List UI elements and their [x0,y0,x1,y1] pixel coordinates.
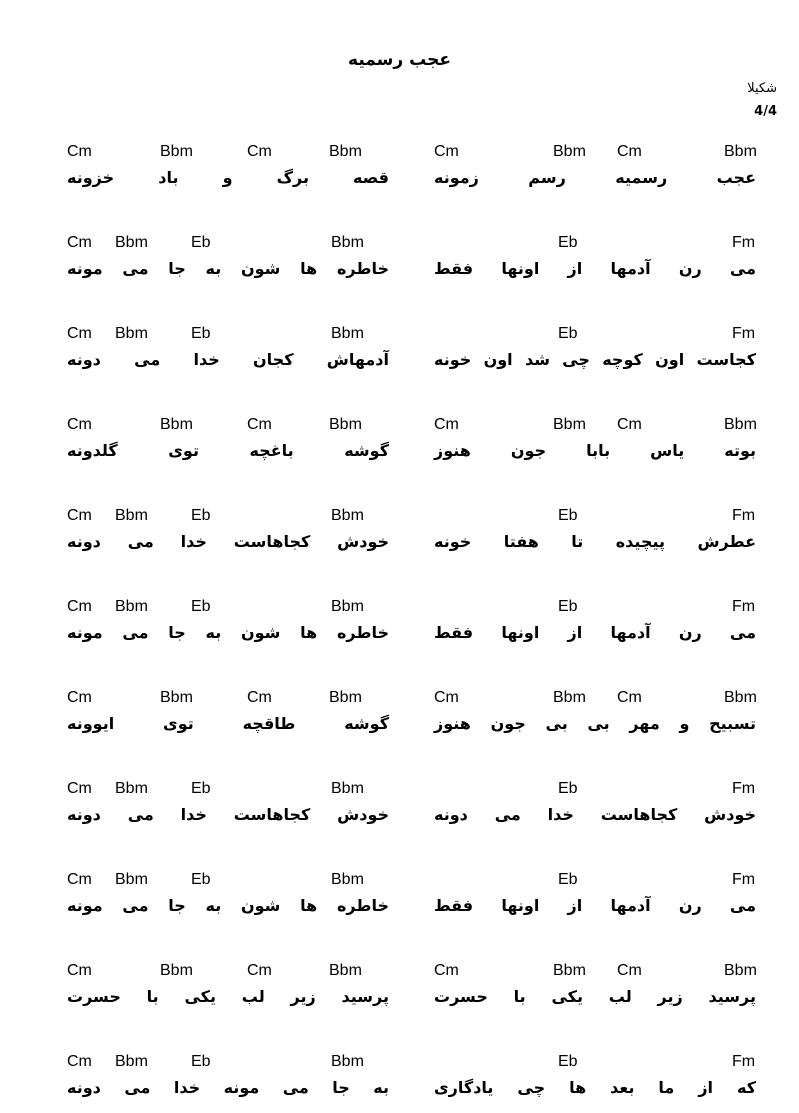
line-9-left [67,871,389,921]
lyric-line: خودش کجاهاست خدا می دونه [67,532,389,551]
lyric-line: می رن آدمها از اونها فقط [434,259,756,278]
chord-row [434,871,756,893]
chord-row [67,1053,389,1075]
chord-row [67,689,389,711]
lyric-line: به جا می مونه خدا می دونه [67,1078,389,1097]
chord-eb: Eb [558,507,578,524]
chord-cm: Cm [67,143,92,160]
line-8-right [434,780,756,830]
chord-eb: Eb [191,234,211,251]
chord-eb: Eb [558,598,578,615]
line-4-right [434,416,756,466]
chord-eb: Eb [191,507,211,524]
lyric-line: خاطره ها شون به جا می مونه [67,259,389,278]
chord-cm: Cm [67,416,92,433]
lyric-line: پرسید زیر لب یکی با حسرت [67,987,389,1006]
chord-bbm: Bbm [115,325,148,342]
chord-eb: Eb [191,1053,211,1070]
chord-cm: Cm [67,507,92,524]
chord-bbm: Bbm [115,507,148,524]
line-5-right [434,507,756,557]
time-signature: 4/4 [754,104,777,119]
chord-eb: Eb [558,325,578,342]
chord-cm: Cm [67,325,92,342]
chord-bbm: Bbm [553,962,586,979]
line-2-left [67,234,389,284]
chord-cm: Cm [434,143,459,160]
lyric-line: خودش کجاهاست خدا می دونه [434,805,756,824]
chord-bbm: Bbm [160,416,193,433]
chord-bbm: Bbm [553,416,586,433]
artist-name: شکیلا [747,81,777,96]
chord-eb: Eb [558,1053,578,1070]
chord-cm: Cm [67,234,92,251]
line-9-right [434,871,756,921]
chord-bbm: Bbm [160,689,193,706]
chord-row [434,507,756,529]
chord-fm: Fm [732,507,756,524]
chord-cm: Cm [434,416,459,433]
chord-row [434,962,756,984]
lyric-line: آدمهاش کجان خدا می دونه [67,350,389,369]
lyric-line: بوته یاس بابا جون هنوز [434,441,756,460]
chord-row [434,1053,756,1075]
chord-cm: Cm [617,689,642,706]
chord-bbm: Bbm [115,1053,148,1070]
chord-cm: Cm [67,689,92,706]
chord-cm: Cm [67,780,92,797]
lyric-line: گوشه باغچه توی گلدونه [67,441,389,460]
chord-bbm: Bbm [329,143,362,160]
chord-bbm: Bbm [329,416,362,433]
line-10-left [67,962,389,1012]
line-3-left [67,325,389,375]
line-11-right [434,1053,756,1103]
lyric-line: خودش کجاهاست خدا می دونه [67,805,389,824]
chord-bbm: Bbm [160,143,193,160]
chord-fm: Fm [732,598,756,615]
chord-bbm: Bbm [115,871,148,888]
line-5-left [67,507,389,557]
chord-eb: Eb [558,234,578,251]
lyric-line: خاطره ها شون به جا می مونه [67,896,389,915]
song-title: عجب رسمیه [348,50,451,70]
chord-bbm: Bbm [724,416,757,433]
lyric-line: پرسید زیر لب یکی با حسرت [434,987,756,1006]
chord-bbm: Bbm [115,598,148,615]
chord-bbm: Bbm [115,234,148,251]
chord-fm: Fm [732,780,756,797]
chord-cm: Cm [67,871,92,888]
chord-row [434,325,756,347]
chord-row [67,871,389,893]
chord-bbm: Bbm [724,689,757,706]
chord-cm: Cm [434,962,459,979]
chord-fm: Fm [732,1053,756,1070]
chord-bbm: Bbm [115,780,148,797]
chord-eb: Eb [558,871,578,888]
chord-eb: Eb [558,780,578,797]
chord-row [67,962,389,984]
line-7-right [434,689,756,739]
line-8-left [67,780,389,830]
chord-row [67,507,389,529]
chord-bbm: Bbm [329,689,362,706]
chord-cm: Cm [67,598,92,615]
chord-cm: Cm [247,143,272,160]
line-1-right [434,143,756,193]
chord-fm: Fm [732,871,756,888]
chord-bbm: Bbm [160,962,193,979]
chord-eb: Eb [191,780,211,797]
chord-row [67,325,389,347]
line-6-left [67,598,389,648]
chord-bbm: Bbm [331,598,364,615]
line-11-left [67,1053,389,1103]
chord-row [434,780,756,802]
chord-cm: Cm [617,143,642,160]
chord-fm: Fm [732,234,756,251]
line-4-left [67,416,389,466]
chord-bbm: Bbm [331,1053,364,1070]
chord-row [67,416,389,438]
line-2-right [434,234,756,284]
line-10-right [434,962,756,1012]
chord-row [434,689,756,711]
lyric-line: می رن آدمها از اونها فقط [434,896,756,915]
chord-cm: Cm [67,1053,92,1070]
lyric-line: عجب رسمیه رسم زمونه [434,168,756,187]
line-3-right [434,325,756,375]
chord-bbm: Bbm [724,143,757,160]
chord-row [67,143,389,165]
chord-row [67,598,389,620]
chord-bbm: Bbm [553,689,586,706]
chord-bbm: Bbm [331,234,364,251]
line-1-left [67,143,389,193]
lyric-line: عطرش پیچیده تا هفتا خونه [434,532,756,551]
chord-eb: Eb [191,325,211,342]
chord-bbm: Bbm [553,143,586,160]
lyric-line: که از ما بعد ها چی یادگاری [434,1078,756,1097]
chord-row [434,598,756,620]
lyric-line: قصه برگ و باد خزونه [67,168,389,187]
chord-eb: Eb [191,598,211,615]
chord-bbm: Bbm [329,962,362,979]
chord-eb: Eb [191,871,211,888]
chord-cm: Cm [67,962,92,979]
chord-bbm: Bbm [331,780,364,797]
lyric-line: خاطره ها شون به جا می مونه [67,623,389,642]
lyric-line: کجاست اون کوچه چی شد اون خونه [434,350,756,369]
line-7-left [67,689,389,739]
chord-cm: Cm [617,962,642,979]
chord-cm: Cm [617,416,642,433]
chord-cm: Cm [247,416,272,433]
chord-fm: Fm [732,325,756,342]
chord-row [434,416,756,438]
chord-row [434,234,756,256]
chord-bbm: Bbm [331,507,364,524]
chord-cm: Cm [247,689,272,706]
chord-bbm: Bbm [724,962,757,979]
chord-cm: Cm [434,689,459,706]
chord-row [434,143,756,165]
lyric-line: می رن آدمها از اونها فقط [434,623,756,642]
chord-bbm: Bbm [331,325,364,342]
lyric-line: گوشه طاقچه توی ایوونه [67,714,389,733]
lyric-line: تسبیح و مهر بی بی جون هنوز [434,714,756,733]
chord-cm: Cm [247,962,272,979]
line-6-right [434,598,756,648]
chord-row [67,780,389,802]
chord-row [67,234,389,256]
chord-bbm: Bbm [331,871,364,888]
